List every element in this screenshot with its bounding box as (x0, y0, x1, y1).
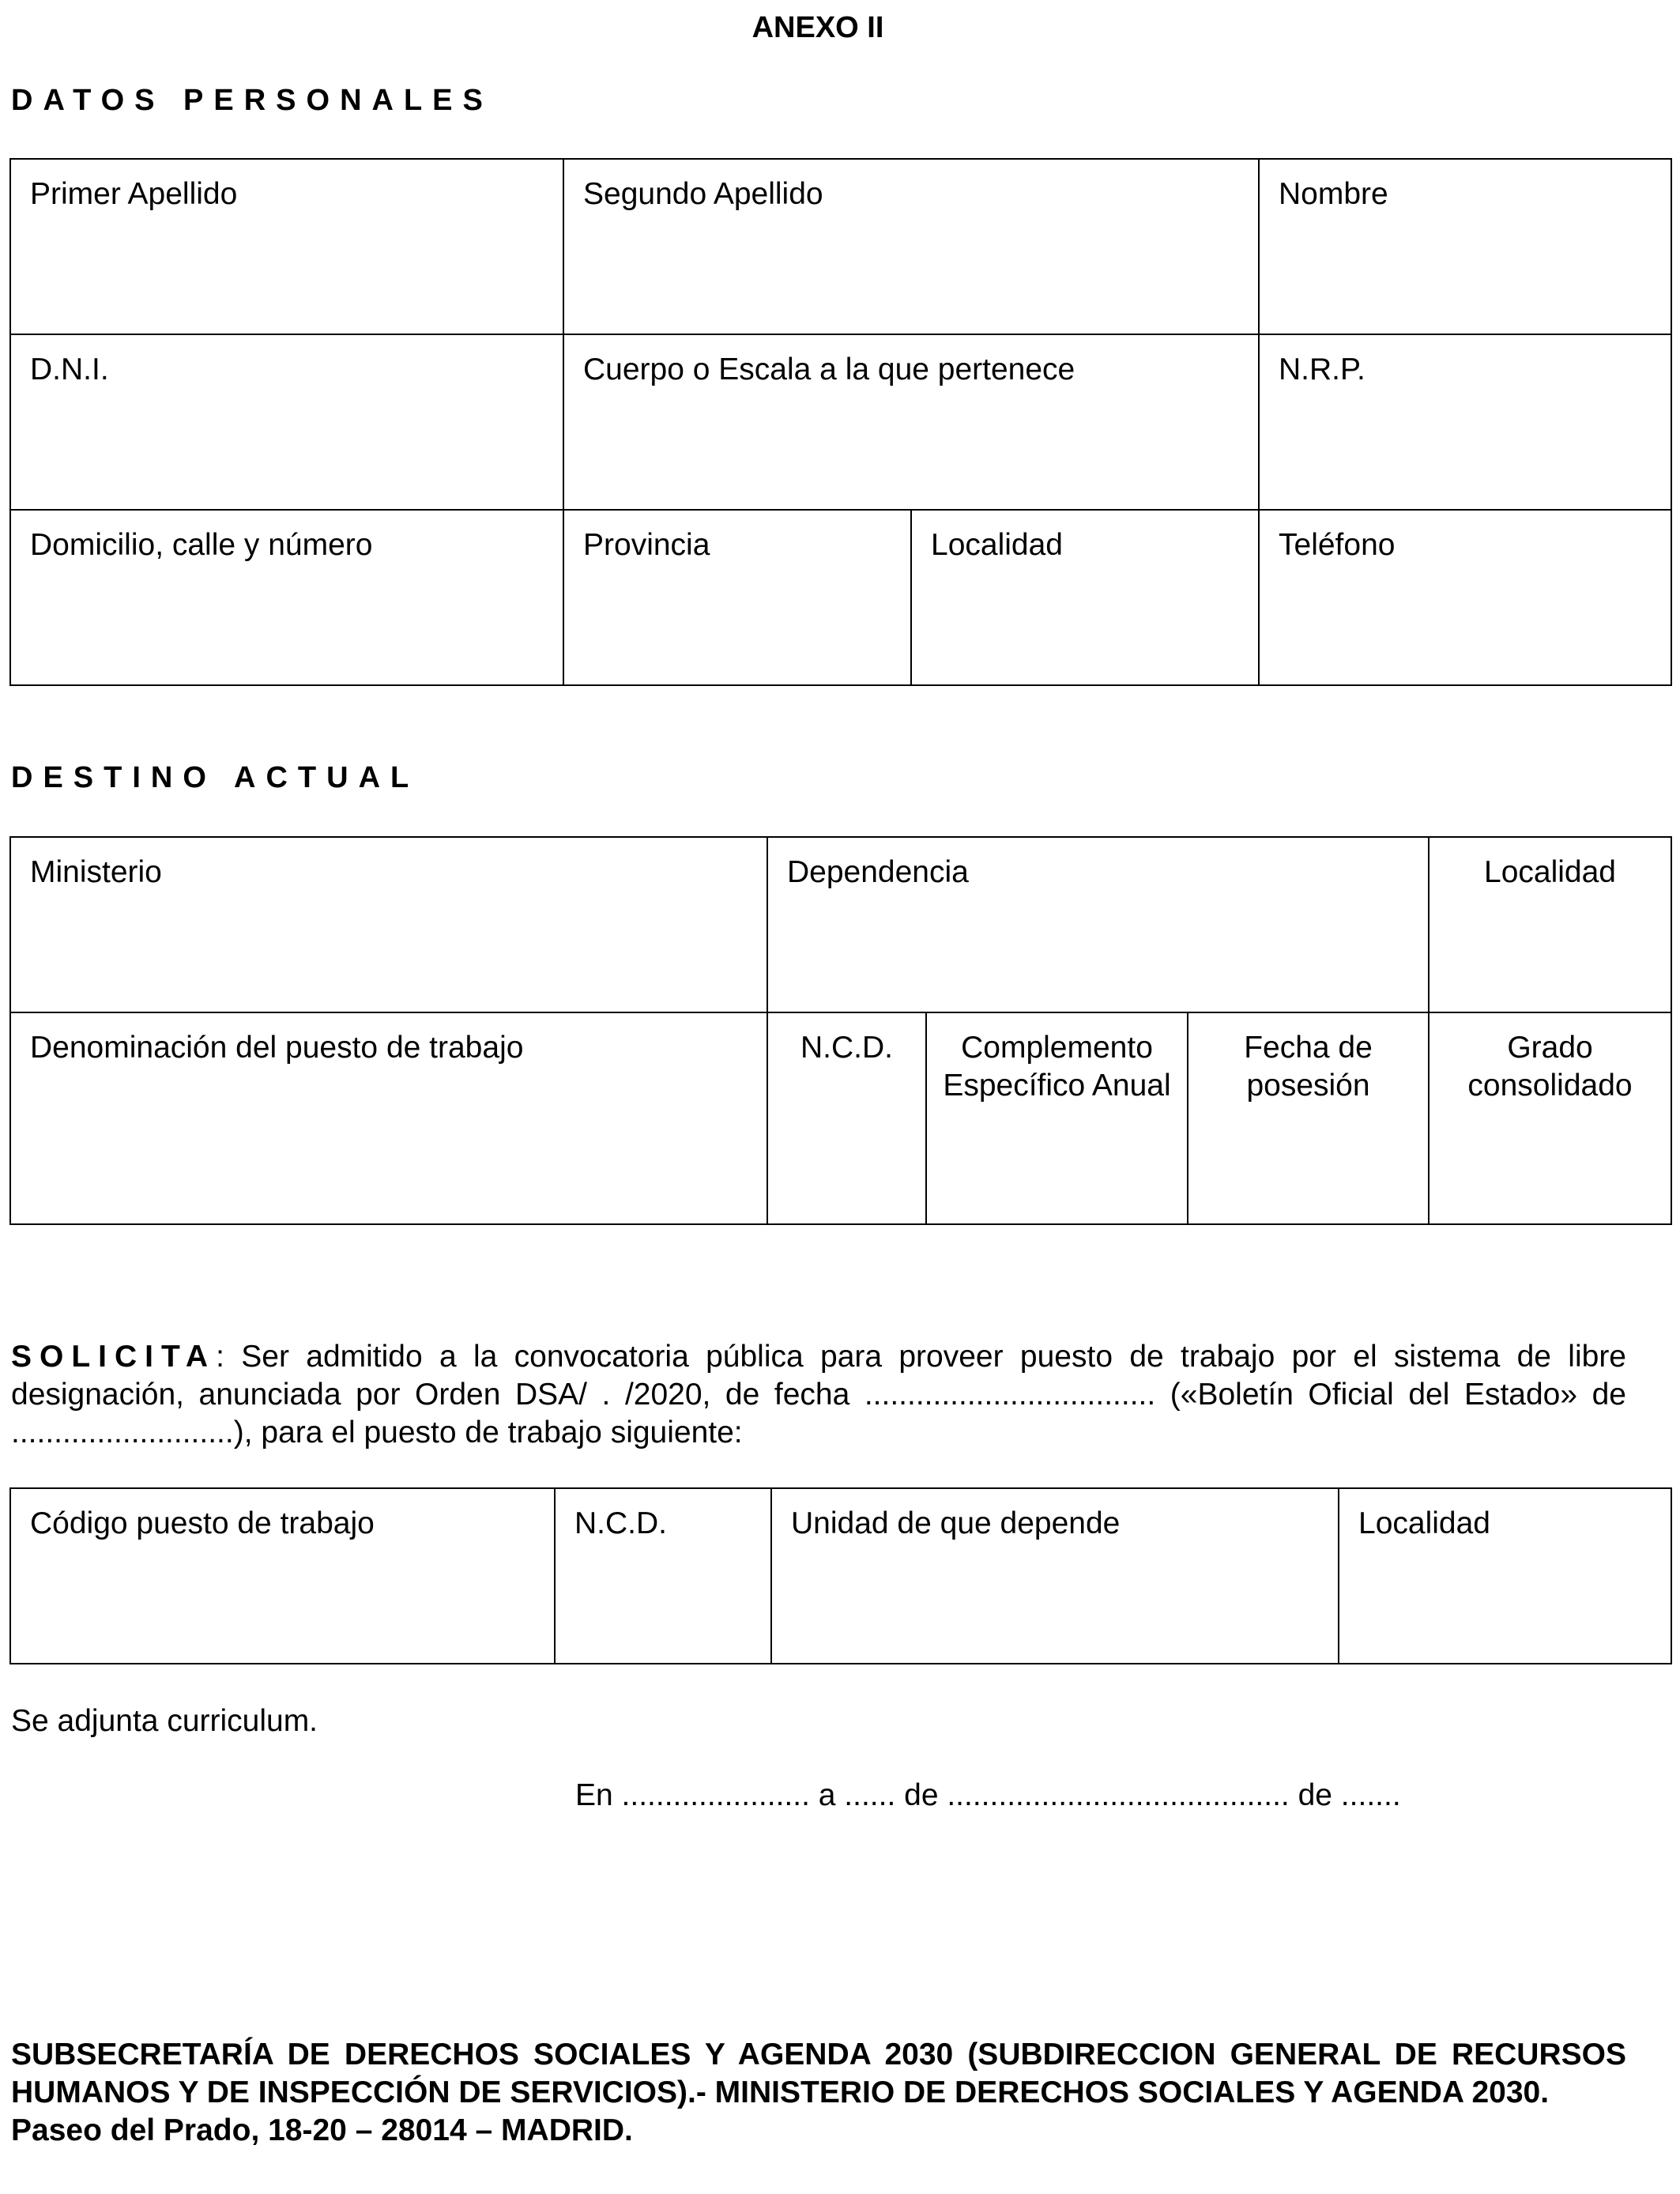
document-title: ANEXO II (751, 11, 884, 44)
field-dependencia[interactable]: Dependencia (767, 837, 1429, 1012)
footer-address (11, 2036, 1626, 2150)
footer-direccion: Paseo del Prado, 18-20 – 28014 – MADRID. (11, 2113, 633, 2147)
field-nrp[interactable]: N.R.P. (1259, 334, 1671, 510)
puesto-solicitado-table (9, 1487, 1672, 1664)
solicita-paragraph (11, 1338, 1626, 1452)
field-domicilio[interactable]: Domicilio, calle y número (10, 510, 563, 685)
field-nombre[interactable]: Nombre (1259, 159, 1671, 334)
field-localidad-destino[interactable]: Localidad (1429, 837, 1671, 1012)
field-primer-apellido[interactable]: Primer Apellido (10, 159, 563, 334)
field-denominacion-puesto[interactable]: Denominación del puesto de trabajo (10, 1012, 767, 1224)
section-heading-datos-personales: DATOS PERSONALES (11, 84, 493, 117)
footer-organismo: SUBSECRETARÍA DE DERECHOS SOCIALES Y AGENDA 2030 (SUBDIRECCION GENERAL DE RECURSOS HUMANOS Y DE INSPECCIÓN DE SERVICIOS).- MINISTERIO DE DERECHOS SOCIALES Y AGENDA 2030. (11, 2038, 1626, 2109)
field-codigo-puesto[interactable]: Código puesto de trabajo (10, 1488, 555, 1664)
solicita-label: SOLICITA (11, 1340, 217, 1374)
datos-personales-table (9, 158, 1672, 686)
field-ncd[interactable]: N.C.D. (767, 1012, 926, 1224)
field-cuerpo-escala[interactable]: Cuerpo o Escala a la que pertenece (563, 334, 1259, 510)
field-complemento-especifico[interactable]: Complemento Específico Anual (926, 1012, 1188, 1224)
field-dni[interactable]: D.N.I. (10, 334, 563, 510)
solicita-text: : Ser admitido a la convocatoria pública para proveer puesto de trabajo por el sistema de libre designación, anunciada por Orden DSA/ . /2020, de fecha .................................. («Boletín Oficial del Estado» de ..........................), para el puesto de trabajo siguiente: (11, 1340, 1626, 1449)
field-provincia[interactable]: Provincia (563, 510, 911, 685)
field-fecha-posesion[interactable]: Fecha de posesión (1188, 1012, 1429, 1224)
field-localidad-solicitado[interactable]: Localidad (1339, 1488, 1671, 1664)
field-ministerio[interactable]: Ministerio (10, 837, 767, 1012)
field-segundo-apellido[interactable]: Segundo Apellido (563, 159, 1259, 334)
adjunta-curriculum: Se adjunta curriculum. (11, 1704, 318, 1738)
field-grado-consolidado[interactable]: Grado consolidado (1429, 1012, 1671, 1224)
field-unidad-depende[interactable]: Unidad de que depende (771, 1488, 1339, 1664)
field-ncd-solicitado[interactable]: N.C.D. (555, 1488, 771, 1664)
field-localidad[interactable]: Localidad (911, 510, 1259, 685)
section-heading-destino-actual: DESTINO ACTUAL (11, 761, 420, 794)
fecha-lugar-line[interactable]: En ...................... a ...... de ........................................ de ....... (575, 1778, 1401, 1812)
field-telefono[interactable]: Teléfono (1259, 510, 1671, 685)
destino-actual-table (9, 836, 1672, 1225)
